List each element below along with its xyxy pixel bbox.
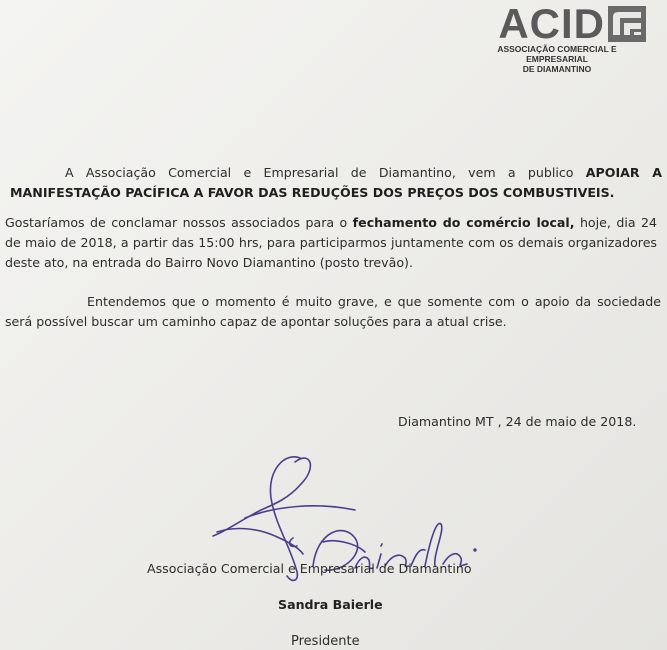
paragraph-announcement (10, 163, 662, 203)
logo-subtitle-line2: DE DIAMANTINO (522, 64, 592, 74)
logo-subtitle-line1: ASSOCIAÇÃO COMERCIAL E EMPRESARIAL (497, 44, 617, 64)
p1-bold: APOIAR A MANIFESTAÇÃO PACÍFICA A FAVOR DAS REDUÇÕES DOS PREÇOS DOS COMBUSTIVEIS. (10, 165, 662, 200)
signatory-role: Presidente (291, 634, 360, 649)
p2-regular-a: Gostaríamos de conclamar nossos associados para o (5, 215, 353, 230)
p2-regular-b: hoje, dia 24 de maio de 2018, a partir das 15:00 hrs, para participarmos juntamente com os demais organizadores deste ato, na entrada do Bairro Novo Diamantino (posto trevão). (5, 215, 658, 270)
paragraph-closing (5, 292, 661, 332)
logo-subtitle (467, 44, 647, 74)
logo-emblem-icon (607, 5, 647, 43)
date-line: Diamantino MT , 24 de maio de 2018. (398, 414, 637, 429)
signature-organization: Associação Comercial e Empresarial de Diamantino (147, 561, 472, 576)
logo-mark (498, 0, 647, 47)
p1-regular: A Associação Comercial e Empresarial de Diamantino, vem a publico (65, 165, 586, 180)
p3-text: Entendemos que o momento é muito grave, e que somente com o apoio da sociedade será possível buscar um caminho capaz de apontar soluções para a atual crise. (5, 294, 661, 329)
acid-logo (467, 0, 647, 74)
paragraph-call-to-action (5, 213, 657, 273)
p2-bold: fechamento do comércio local, (352, 215, 575, 230)
logo-wordmark: ACID (498, 0, 605, 47)
signatory-name: Sandra Baierle (278, 597, 383, 612)
